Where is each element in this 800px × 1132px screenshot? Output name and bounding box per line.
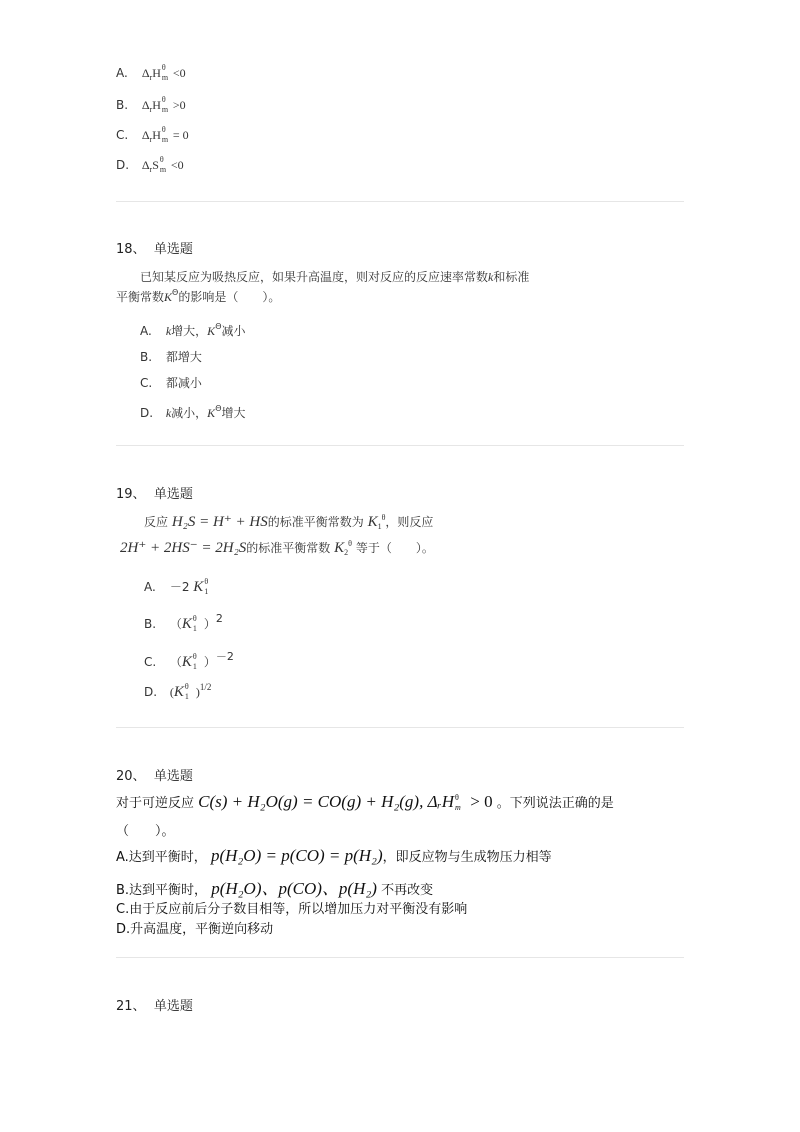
divider [116,727,684,728]
q20-option-b[interactable]: B.达到平衡时， p(H₂O)、p(CO)、p(H₂) 不再改变 [116,879,434,898]
q18-option-c[interactable]: C. 都减小 [140,376,202,390]
question-21-header: 21、 单选题 [116,999,193,1014]
question-18-header: 18、 单选题 [116,242,193,257]
q19-option-d[interactable]: D. (K θ 1 )$^{1/2}$ [144,682,212,701]
q19-option-a[interactable]: A. －2 K θ 1 [144,577,209,596]
divider [116,957,684,958]
question-19-header: 19、 单选题 [116,487,193,502]
q20-option-d[interactable]: D.升高温度，平衡逆向移动 [116,922,274,937]
question-18-stem-line2: 平衡常数$K^\Theta$的影响是（ ）。 [116,288,281,304]
q18-option-a[interactable]: A. k增大，$K^\Theta$减小 [140,322,246,338]
q18-option-b[interactable]: B. 都增大 [140,350,202,364]
question-19-stem-line1: 反应 H₂S = H⁺ + HS的标准平衡常数为 $K_1^\theta$，则反应 [144,513,434,531]
question-20-stem-line1: 对于可逆反应 C(s) + H₂O(g) = CO(g) + H₂(g), ΔᵣH θ m > 0 。下列说法正确的是 [116,792,614,812]
q17-option-c[interactable]: C. $\Delta_rH$ θ m = 0 [116,125,189,144]
q17-option-d[interactable]: D. $\Delta_rS$ θ m <0 [116,155,184,174]
q20-option-a[interactable]: A.达到平衡时， p(H₂O) = p(CO) = p(H₂)，即反应物与生成物压力相等 [116,846,552,865]
question-19-stem-line2: 2H⁺ + 2HS⁻ = 2H₂S的标准平衡常数 $K_2^\theta$ 等于（ ）。 [120,539,434,557]
question-20-stem-line2: （ ）。 [116,824,175,839]
q19-option-c[interactable]: C. （K θ 1 ）－2 [144,650,234,671]
question-18-stem-line1: 已知某反应为吸热反应，如果升高温度，则对反应的反应速率常数k和标准 [140,270,530,284]
q17-option-a[interactable]: A. $\Delta_rH$ θ m <0 [116,63,186,82]
divider [116,201,684,202]
q20-option-c[interactable]: C.由于反应前后分子数目相等，所以增加压力对平衡没有影响 [116,902,468,917]
q19-option-b[interactable]: B. （K θ 1 ）2 [144,612,223,633]
q17-option-b[interactable]: B. $\Delta_rH$ θ m >0 [116,95,186,114]
question-20-header: 20、 单选题 [116,769,193,784]
q18-option-d[interactable]: D. k减小，$K^\Theta$增大 [140,404,246,420]
divider [116,445,684,446]
